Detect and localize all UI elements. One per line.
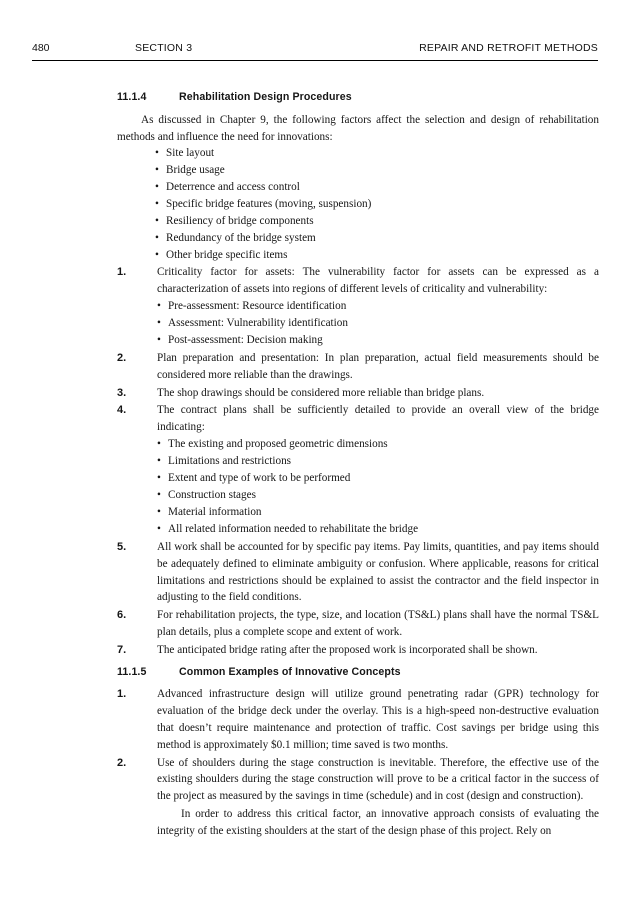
item-text: For rehabilitation projects, the type, size, and location (TS&L) plans shall have the normal TS&L plan details, plus a complete scope and extent of work. [157, 609, 599, 638]
list-item: • Redundancy of the bridge system [155, 230, 599, 247]
list-item: • All related information needed to rehabilitate the bridge [157, 521, 599, 538]
sub-list [157, 298, 599, 349]
numbered-item [117, 385, 599, 402]
section-heading-11-1-4 [117, 89, 599, 106]
list-item: • Pre-assessment: Resource identification [157, 298, 599, 315]
item-number: 7. [117, 643, 127, 656]
section-number: 11.1.5 [117, 665, 147, 678]
item-number: 1. [117, 688, 127, 701]
item-text: Use of shoulders during the stage construction is inevitable. Therefore, the effective use of the existing shoulders during the stage construction will prove to be a critical factor in the success of the project as measured by the savings in time (schedule) and in cost (design and construction). [157, 756, 599, 803]
chapter-title: REPAIR AND RETROFIT METHODS [419, 42, 598, 54]
item-number: 6. [117, 609, 127, 622]
section-label: SECTION 3 [135, 42, 193, 54]
numbered-item [117, 350, 599, 384]
numbered-item [117, 686, 599, 753]
page-number: 480 [32, 42, 50, 54]
list-item: • Extent and type of work to be performed [157, 470, 599, 487]
factor-list [117, 145, 599, 264]
numbered-item [117, 642, 599, 659]
item-text: The contract plans shall be sufficiently detailed to provide an overall view of the bridge indicating: [157, 404, 599, 434]
numbered-item [117, 607, 599, 641]
list-item: • Deterrence and access control [155, 179, 599, 196]
item-number: 4. [117, 404, 127, 417]
list-item: • Assessment: Vulnerability identification [157, 315, 599, 332]
section-heading-11-1-5 [117, 664, 599, 681]
section-title: Common Examples of Innovative Concepts [179, 665, 401, 678]
list-item: • Other bridge specific items [155, 247, 599, 264]
list-item: • Material information [157, 504, 599, 521]
item-text: The anticipated bridge rating after the proposed work is incorporated shall be shown. [157, 643, 538, 656]
running-header [32, 42, 598, 61]
list-item: • Construction stages [157, 487, 599, 504]
numbered-item [117, 539, 599, 606]
item-text: Advanced infrastructure design will utilize ground penetrating radar (GPR) technology for evaluation of the bridge deck under the overlay. This is a high-speed non-destructive evaluation that doesn’t require maintenance and protection of traffic. Cost savings per bridge using this method is approximately $0.1 million; time saved is two months. [157, 688, 599, 751]
list-item: • Resiliency of bridge components [155, 213, 599, 230]
item-number: 1. [117, 266, 127, 279]
sub-list [157, 436, 599, 538]
numbered-item [117, 402, 599, 538]
item-number: 5. [117, 540, 127, 553]
section-number: 11.1.4 [117, 91, 147, 103]
numbered-item [117, 264, 599, 349]
numbered-item [117, 755, 599, 805]
list-item: • The existing and proposed geometric dimensions [157, 436, 599, 453]
section-title: Rehabilitation Design Procedures [179, 91, 352, 103]
intro-paragraph: As discussed in Chapter 9, the following factors affect the selection and design of rehabilitation methods and influence the need for innovations: [117, 113, 599, 143]
list-item: • Bridge usage [155, 162, 599, 179]
list-item: • Site layout [155, 145, 599, 162]
item-text: The shop drawings should be considered more reliable than bridge plans. [157, 386, 485, 399]
item-number: 2. [117, 351, 127, 364]
item-number: 2. [117, 756, 127, 769]
item-text: Criticality factor for assets: The vulnerability factor for assets can be expressed as a characterization of assets into regions of different levels of criticality and vulnerability: [157, 266, 599, 296]
innovation-list [117, 686, 599, 805]
item-text: All work shall be accounted for by specific pay items. Pay limits, quantities, and pay items should be adequately defined to eliminate ambiguity or confusion. Where applicable, reasons for critical limitations and restrictions should be explained to assist the contractor and the field inspector in adjusting to the field conditions. [157, 540, 599, 604]
list-item: • Specific bridge features (moving, suspension) [155, 196, 599, 213]
continuation-paragraph: In order to address this critical factor, an innovative approach consists of evaluating the integrity of the existing shoulders at the start of the design phase of this project. Rely on [157, 807, 599, 837]
item-text: Plan preparation and presentation: In plan preparation, actual field measurements should be considered more reliable than the drawings. [157, 351, 599, 381]
item-number: 3. [117, 386, 127, 399]
list-item: • Post-assessment: Decision making [157, 332, 599, 349]
body-text [117, 89, 599, 840]
list-item: • Limitations and restrictions [157, 453, 599, 470]
procedure-list [117, 264, 599, 658]
